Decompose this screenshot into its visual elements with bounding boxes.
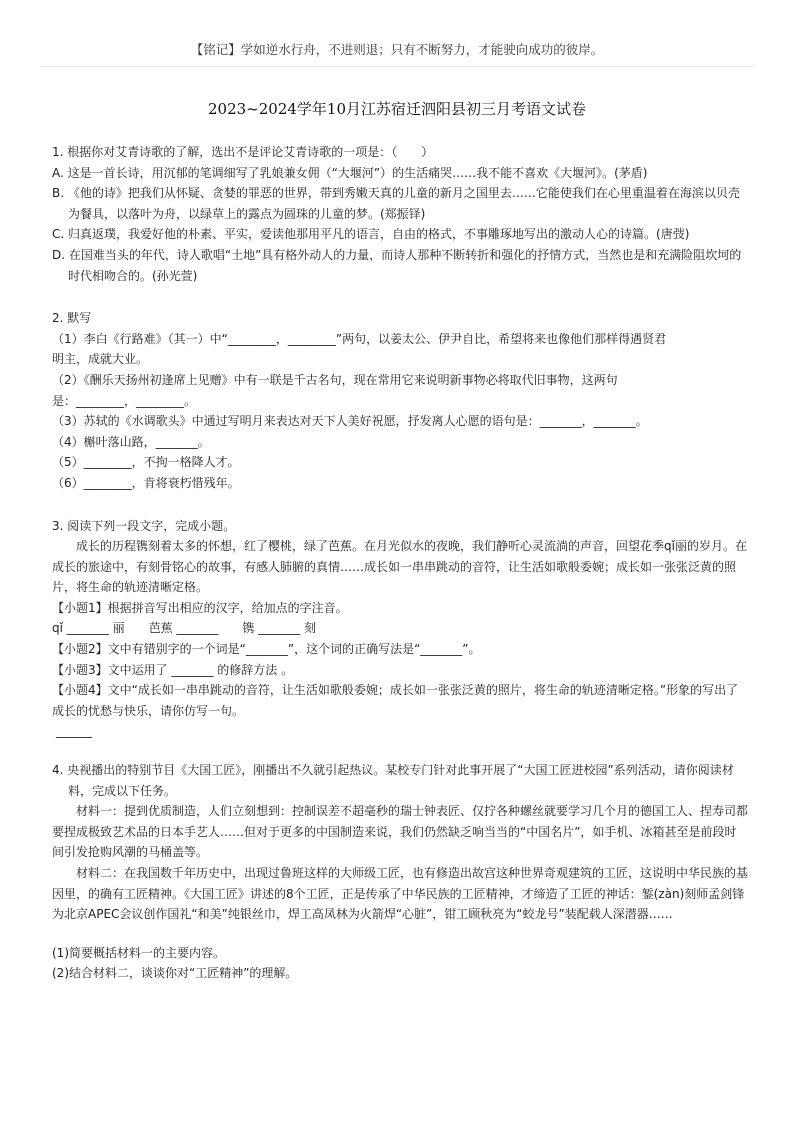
header-divider [40, 66, 754, 67]
dictation-item-6: （6）________，肯将衰朽惜残年。 [52, 475, 240, 490]
question-3 [52, 516, 748, 743]
dictation-item-2-cont: 是：________，________。 [52, 393, 197, 408]
dictation-item-1: （1）李白《行路难》（其一）中“________，________”两句，以姜太公、伊尹自比，希望将来也像他们那样得遇贤君 [52, 331, 667, 346]
question-1-stem: 1. 根据你对艾青诗歌的了解，选出不是评论艾青诗歌的一项是：（ ） [52, 145, 434, 159]
material-2: 材料二：在我国数千年历史中，出现过鲁班这样的大师级工匠，也有修造出故宫这种世界奇观建筑的工匠，这说明中华民族的基因里，的确有工匠精神。《大国工匠》讲述的8个工匠，正是传承了中华民族的工匠精神，才缔造了工匠的神话：錾(zàn)刻师孟剑锋为北京APEC会议创作国礼“和美”纯银丝巾，焊工高凤林为火箭焊“心脏”，钳工顾秋亮为“蛟龙号”装配载人深潜器…… [52, 866, 749, 922]
subquestion-4: 【小题4】文中“成长如一串串跳动的音符，让生活如歌般委婉；成长如一张张泛黄的照片，将生命的轨迹清晰定格。”形象的写出了成长的忧愁与快乐，请你仿写一句。 [52, 683, 739, 718]
dictation-item-2: （2）《酬乐天扬州初逢席上见赠》中有一联是千古名句，现在常用它来说明新事物必将取代旧事物，这两句 [52, 372, 618, 387]
option-a: A. 这是一首长诗，用沉郁的笔调细写了乳娘兼女佣（“大堰河”）的生活痛哭……我不能不喜欢《大堰河》。(茅盾) [52, 165, 648, 180]
subquestion-2: 【小题2】文中有错别字的一个词是“_______”，这个词的正确写法是“_______”。 [52, 642, 481, 657]
material-1: 材料一：提到优质制造，人们立刻想到：控制误差不超毫秒的瑞士钟表匠、仅拧各种螺丝就要学习几个月的德国工人、捏寿司都要捏成极致艺术品的日本手艺人……但对于更多的中国制造来说，我们仍然缺乏响当当的“中国名片”，如手机、冰箱甚至是前段时间引发抢购风潮的马桶盖等。 [52, 804, 749, 860]
subquestion-1: 【小题1】根据拼音写出相应的汉字，给加点的字注音。 [52, 600, 348, 615]
spacer [52, 925, 748, 943]
question-2-stem: 2. 默写 [52, 311, 92, 326]
option-d: D. 在国难当头的年代，诗人歌唱“土地”具有格外动人的力量，而诗人那种不断转折和强化的抒情方式，当然也是和充满险阻坎坷的时代相吻合的。(孙光萱) [52, 247, 742, 283]
question-2 [52, 308, 748, 493]
question-3-stem: 3. 阅读下列一段文字，完成小题。 [52, 518, 236, 533]
task-1: (1)简要概括材料一的主要内容。 [52, 945, 225, 960]
spacer [52, 742, 748, 760]
motto-banner: 【铭记】学如逆水行舟，不进则退；只有不断努力，才能驶向成功的彼岸。 [190, 42, 604, 57]
question-4-stem: 4. 央视播出的特别节目《大国工匠》，刚播出不久就引起热议。某校专门针对此事开展了“大国工匠进校园”系列活动，请你阅读材料，完成以下任务。 [52, 763, 734, 798]
task-2: (2)结合材料二，谈谈你对“工匠精神”的理解。 [52, 966, 298, 981]
reading-passage: 成长的历程镌刻着太多的怀想，红了樱桃，绿了芭蕉。在月光似水的夜晚，我们静听心灵流淌的声音，回望花季qǐ丽的岁月。在成长的旅途中，有刻骨铭心的故事，有感人肺腑的真情……成长如一串串跳动的音符，让生活如歌般委婉；成长如一张张泛黄的照片，将生命的轨迹清晰定格。 [52, 539, 747, 595]
dictation-item-4: （4）槲叶落山路，_______。 [52, 434, 210, 449]
question-4 [52, 760, 748, 984]
option-b: B. 《他的诗》把我们从怀疑、贪婪的罪恶的世界，带到秀嫩天真的儿童的新月之国里去……它能使我们在心里重温着在海滨以贝壳为餐具，以落叶为舟，以绿草上的露点为圆珠的儿童的梦。(郑振铎) [52, 186, 740, 221]
dictation-item-5: （5）________，不拘一格降人才。 [52, 455, 240, 470]
spacer [52, 286, 748, 308]
question-1 [52, 142, 748, 286]
dictation-item-1-cont: 明主，成就大业。 [52, 352, 149, 367]
subquestion-4-answer-blank: ______ [56, 724, 92, 739]
page-title: 2023~2024学年10月江苏宿迁泗阳县初三月考语文试卷 [207, 100, 586, 118]
spacer [52, 494, 748, 516]
subquestion-3: 【小题3】文中运用了 _______ 的修辞方法 。 [52, 662, 294, 677]
subquestion-1-blanks: qǐ _______ 丽 芭蕉 _______ 镌 _______ 刻 [52, 621, 317, 636]
option-c: C. 归真返璞，我爱好他的朴素、平实，爱读他那用平凡的语言，自由的格式，不事雕琢地写出的激动人心的诗篇。(唐弢) [52, 227, 690, 242]
document-body [52, 142, 748, 984]
dictation-item-3: （3）苏轼的《水调歌头》中通过写明月来表达对天下人美好祝愿，抒发离人心愿的语句是：_______，_______。 [52, 414, 648, 429]
